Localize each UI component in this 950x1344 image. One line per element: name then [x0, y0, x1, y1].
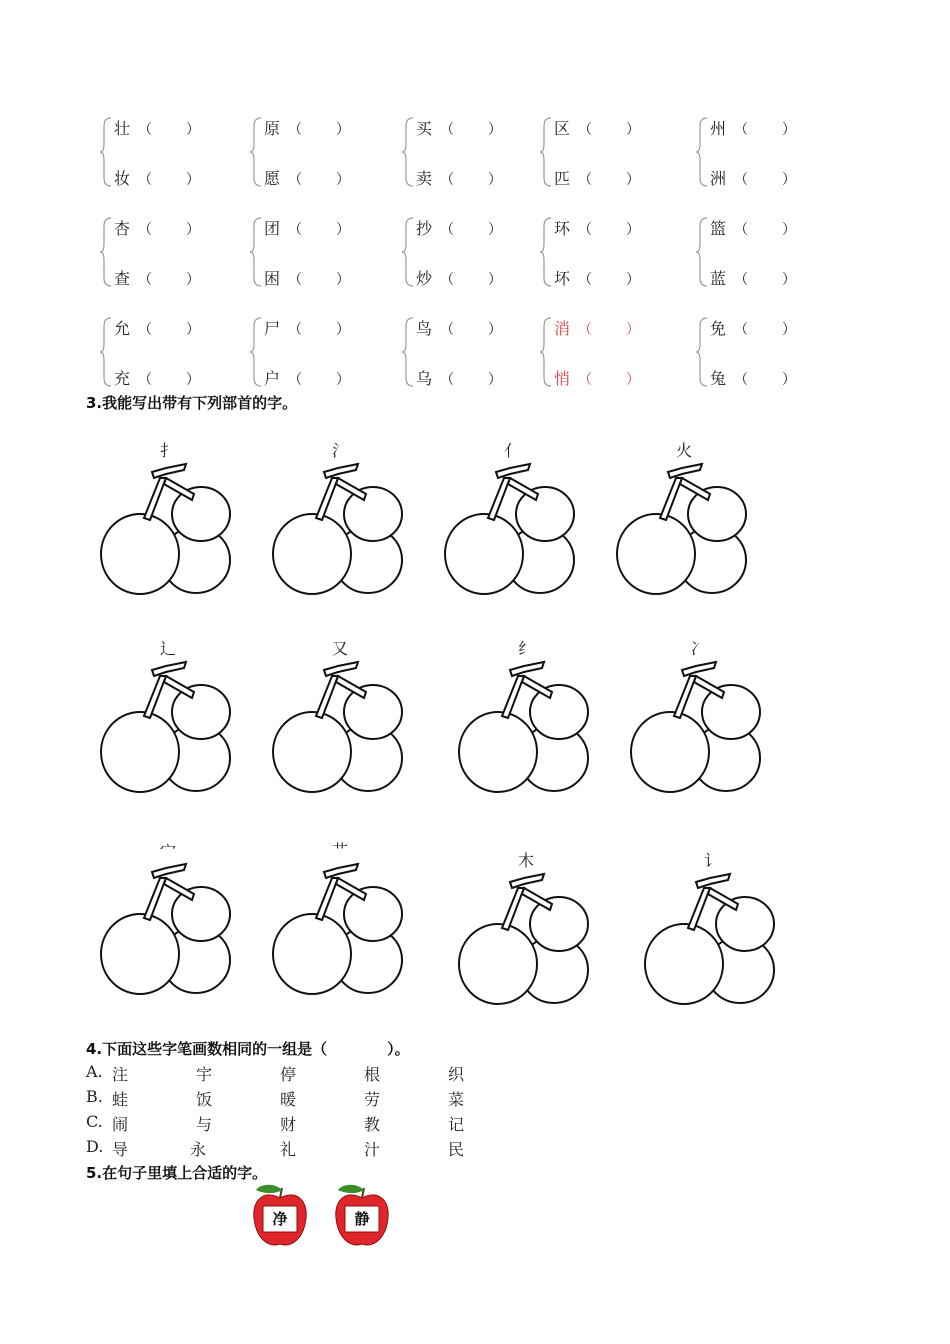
option-char: 菜	[448, 1090, 465, 1109]
section4-title: 4.下面这些字笔画数相同的一组是（ ）。	[86, 1040, 410, 1058]
char-pair	[402, 316, 532, 396]
paren-open: （	[578, 222, 593, 238]
paren-open: （	[138, 122, 153, 138]
paren-open: （	[734, 272, 749, 288]
paren-open: （	[440, 272, 455, 288]
char-pair	[540, 316, 670, 396]
radical-cherry[interactable]	[616, 438, 756, 608]
radical-label: 扌	[160, 441, 177, 460]
paren-open: （	[288, 222, 303, 238]
radical-label: 又	[332, 639, 349, 658]
pair-char: 蓝	[710, 269, 727, 288]
answer-blank[interactable]	[440, 272, 502, 288]
radical-label: 讠	[704, 851, 721, 870]
char-pair	[100, 216, 230, 296]
answer-blank[interactable]	[138, 222, 200, 238]
option-row[interactable]	[86, 1062, 486, 1084]
pair-char: 尸	[264, 319, 281, 338]
cherry-icon	[630, 654, 770, 814]
radical-label: 火	[676, 441, 693, 460]
paren-open: （	[138, 222, 153, 238]
pair-char: 愿	[264, 169, 281, 188]
option-char: 汁	[364, 1140, 381, 1159]
cherry-icon	[644, 866, 784, 1026]
paren-open: （	[138, 372, 153, 388]
paren-close: ）	[186, 322, 201, 338]
answer-blank[interactable]	[138, 322, 200, 338]
radical-label: 宀	[160, 841, 177, 860]
pair-char: 团	[264, 219, 281, 238]
pair-char: 州	[710, 119, 727, 138]
option-char: 导	[112, 1140, 129, 1159]
apple-word-card[interactable]	[250, 1182, 310, 1248]
paren-close: ）	[488, 372, 503, 388]
paren-open: （	[440, 322, 455, 338]
pair-char: 炒	[416, 269, 433, 288]
answer-blank[interactable]	[734, 272, 796, 288]
brace-icon	[540, 216, 552, 288]
paren-close: ）	[186, 222, 201, 238]
radical-label: 冫	[690, 639, 707, 658]
answer-blank[interactable]	[578, 272, 640, 288]
paren-close: ）	[782, 222, 797, 238]
pair-char: 悄	[554, 369, 571, 388]
paren-close: ）	[626, 372, 641, 388]
paren-close: ）	[626, 272, 641, 288]
cherry-icon	[272, 456, 412, 616]
paren-open: （	[288, 322, 303, 338]
cherry-icon	[272, 856, 412, 1016]
pair-char: 篮	[710, 219, 727, 238]
option-char: 礼	[280, 1140, 297, 1159]
section5-title: 5.在句子里填上合适的字。	[86, 1164, 268, 1182]
paren-open: （	[288, 372, 303, 388]
pair-char: 充	[114, 369, 131, 388]
brace-icon	[402, 216, 414, 288]
option-char: 停	[280, 1065, 297, 1084]
radical-cherry[interactable]	[630, 636, 770, 806]
pair-char: 鸟	[416, 319, 433, 338]
option-char: 记	[448, 1115, 465, 1134]
paren-close: ）	[488, 222, 503, 238]
answer-blank[interactable]	[734, 372, 796, 388]
paren-open: （	[578, 322, 593, 338]
radical-cherry[interactable]	[644, 848, 784, 1018]
paren-close: ）	[186, 172, 201, 188]
paren-close: ）	[488, 122, 503, 138]
apple-word: 净	[272, 1210, 288, 1228]
paren-open: （	[288, 122, 303, 138]
answer-blank[interactable]	[578, 222, 640, 238]
answer-blank[interactable]	[734, 322, 796, 338]
paren-close: ）	[782, 122, 797, 138]
paren-close: ）	[488, 172, 503, 188]
cherry-icon	[100, 856, 240, 1016]
paren-close: ）	[782, 322, 797, 338]
cherry-icon	[458, 866, 598, 1026]
answer-blank[interactable]	[440, 372, 502, 388]
cherry-icon	[616, 456, 756, 616]
answer-blank[interactable]	[288, 272, 350, 288]
option-char: 民	[448, 1140, 465, 1159]
pair-char: 买	[416, 119, 433, 138]
paren-close: ）	[782, 372, 797, 388]
cherry-icon	[272, 654, 412, 814]
radical-cherry[interactable]	[458, 636, 598, 806]
answer-blank[interactable]	[440, 322, 502, 338]
paren-close: ）	[336, 122, 351, 138]
paren-open: （	[734, 372, 749, 388]
paren-close: ）	[626, 172, 641, 188]
brace-icon	[696, 316, 708, 388]
answer-blank[interactable]	[138, 372, 200, 388]
radical-label: 纟	[518, 639, 535, 658]
radical-cherry[interactable]	[272, 838, 412, 1008]
paren-close: ）	[336, 272, 351, 288]
answer-blank[interactable]	[288, 322, 350, 338]
option-char: 根	[364, 1065, 381, 1084]
option-char: 织	[448, 1065, 465, 1084]
paren-open: （	[734, 172, 749, 188]
option-row[interactable]	[86, 1087, 486, 1109]
pair-char: 洲	[710, 169, 727, 188]
pair-char: 区	[554, 119, 571, 138]
char-pair	[402, 116, 532, 196]
option-char: 暖	[280, 1090, 297, 1109]
pair-char: 妆	[114, 169, 131, 188]
answer-blank[interactable]	[578, 322, 640, 338]
pair-char: 坏	[554, 269, 571, 288]
option-label: B.	[86, 1087, 103, 1106]
paren-open: （	[138, 272, 153, 288]
brace-icon	[402, 316, 414, 388]
char-pair	[250, 216, 380, 296]
paren-close: ）	[782, 172, 797, 188]
answer-blank[interactable]	[440, 172, 502, 188]
answer-blank[interactable]	[734, 122, 796, 138]
paren-open: （	[578, 172, 593, 188]
paren-close: ）	[186, 372, 201, 388]
char-pair	[402, 216, 532, 296]
option-char: 注	[112, 1065, 129, 1084]
answer-blank[interactable]	[734, 172, 796, 188]
brace-icon	[250, 116, 262, 188]
paren-close: ）	[336, 222, 351, 238]
paren-open: （	[440, 172, 455, 188]
option-char: 与	[196, 1115, 213, 1134]
pair-char: 壮	[114, 119, 131, 138]
cherry-icon	[458, 654, 598, 814]
option-row[interactable]	[86, 1137, 486, 1159]
pair-char: 匹	[554, 169, 571, 188]
char-pair	[540, 216, 670, 296]
paren-close: ）	[336, 372, 351, 388]
char-pair	[540, 116, 670, 196]
cherry-icon	[100, 654, 240, 814]
pair-char: 卖	[416, 169, 433, 188]
answer-blank[interactable]	[578, 372, 640, 388]
brace-icon	[540, 316, 552, 388]
option-label: D.	[86, 1137, 104, 1156]
paren-open: （	[578, 372, 593, 388]
answer-blank[interactable]	[138, 272, 200, 288]
option-char: 蛙	[112, 1090, 129, 1109]
pair-char: 允	[114, 319, 131, 338]
pair-char: 困	[264, 269, 281, 288]
radical-label: 木	[518, 851, 535, 870]
brace-icon	[402, 116, 414, 188]
radical-label: 氵	[332, 441, 349, 460]
answer-blank[interactable]	[440, 122, 502, 138]
option-char: 财	[280, 1115, 297, 1134]
option-char: 教	[364, 1115, 381, 1134]
answer-blank[interactable]	[440, 222, 502, 238]
answer-blank[interactable]	[288, 172, 350, 188]
pair-char: 户	[264, 369, 281, 388]
pair-char: 抄	[416, 219, 433, 238]
char-pair	[696, 216, 826, 296]
option-label: A.	[86, 1062, 103, 1081]
radical-cherry[interactable]	[100, 838, 240, 1008]
char-pair	[250, 316, 380, 396]
option-char: 永	[190, 1140, 207, 1159]
answer-blank[interactable]	[734, 222, 796, 238]
paren-open: （	[440, 122, 455, 138]
radical-label: 艹	[332, 841, 349, 860]
radical-cherry[interactable]	[272, 438, 412, 608]
brace-icon	[100, 116, 112, 188]
paren-open: （	[440, 222, 455, 238]
radical-cherry[interactable]	[272, 636, 412, 806]
brace-icon	[250, 316, 262, 388]
section3-title: 3.我能写出带有下列部首的字。	[86, 394, 298, 412]
paren-open: （	[288, 172, 303, 188]
paren-close: ）	[186, 272, 201, 288]
cherry-icon	[100, 456, 240, 616]
answer-blank[interactable]	[288, 122, 350, 138]
paren-close: ）	[488, 272, 503, 288]
pair-char: 乌	[416, 369, 433, 388]
radical-cherry[interactable]	[100, 438, 240, 608]
paren-close: ）	[626, 322, 641, 338]
pair-char: 查	[114, 269, 131, 288]
brace-icon	[540, 116, 552, 188]
radical-label: 辶	[160, 639, 177, 658]
apple-word-card[interactable]	[332, 1182, 392, 1248]
paren-open: （	[578, 272, 593, 288]
apple-word: 静	[354, 1210, 370, 1228]
paren-close: ）	[626, 122, 641, 138]
pair-char: 兔	[710, 369, 727, 388]
paren-close: ）	[336, 172, 351, 188]
paren-open: （	[734, 322, 749, 338]
brace-icon	[696, 116, 708, 188]
option-char: 饭	[196, 1090, 213, 1109]
option-char: 劳	[364, 1090, 381, 1109]
paren-close: ）	[186, 122, 201, 138]
pair-char: 消	[554, 319, 571, 338]
radical-cherry[interactable]	[458, 848, 598, 1018]
option-char: 宇	[196, 1065, 213, 1084]
paren-open: （	[288, 272, 303, 288]
brace-icon	[696, 216, 708, 288]
char-pair	[696, 316, 826, 396]
pair-char: 杏	[114, 219, 131, 238]
char-pair	[696, 116, 826, 196]
option-label: C.	[86, 1112, 103, 1131]
answer-blank[interactable]	[288, 222, 350, 238]
pair-char: 环	[554, 219, 571, 238]
brace-icon	[100, 316, 112, 388]
answer-blank[interactable]	[578, 122, 640, 138]
answer-blank[interactable]	[288, 372, 350, 388]
radical-label: 亻	[504, 441, 521, 460]
char-pair	[100, 116, 230, 196]
paren-close: ）	[626, 222, 641, 238]
cherry-icon	[444, 456, 584, 616]
char-pair	[250, 116, 380, 196]
char-pair	[100, 316, 230, 396]
option-char: 闹	[112, 1115, 129, 1134]
paren-open: （	[734, 222, 749, 238]
brace-icon	[250, 216, 262, 288]
paren-open: （	[138, 322, 153, 338]
paren-open: （	[138, 172, 153, 188]
paren-open: （	[734, 122, 749, 138]
answer-blank[interactable]	[578, 172, 640, 188]
radical-cherry[interactable]	[100, 636, 240, 806]
pair-char: 原	[264, 119, 281, 138]
pair-char: 免	[710, 319, 727, 338]
option-row[interactable]	[86, 1112, 486, 1134]
paren-close: ）	[782, 272, 797, 288]
answer-blank[interactable]	[138, 172, 200, 188]
brace-icon	[100, 216, 112, 288]
paren-open: （	[578, 122, 593, 138]
answer-blank[interactable]	[138, 122, 200, 138]
radical-cherry[interactable]	[444, 438, 584, 608]
paren-open: （	[440, 372, 455, 388]
paren-close: ）	[488, 322, 503, 338]
paren-close: ）	[336, 322, 351, 338]
